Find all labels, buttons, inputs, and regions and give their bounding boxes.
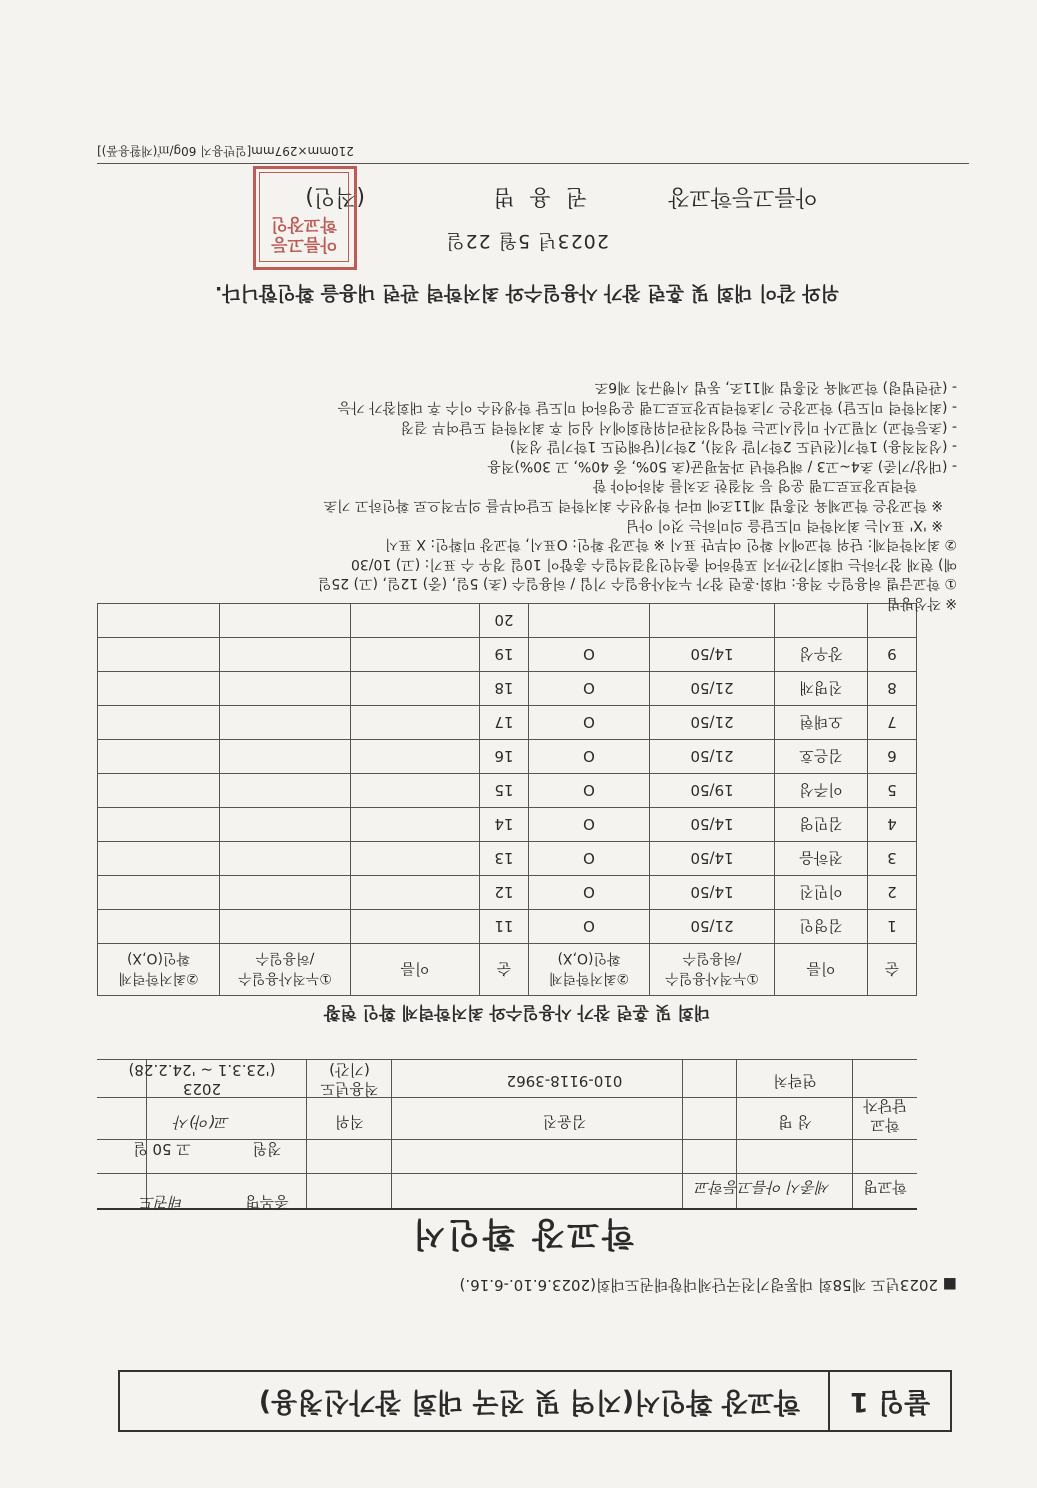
table-cell: 19 (480, 638, 529, 672)
form-title: 학교장 확인서(지역 및 전국 대회 참가신청용) (258, 1386, 800, 1417)
table-cell (220, 672, 351, 706)
signature-seal-label: (직인) (305, 184, 365, 209)
table-cell (351, 910, 480, 944)
table-cell (220, 638, 351, 672)
period-label: 적용년도 (기간) (320, 1061, 379, 1098)
table-cell: O (529, 672, 650, 706)
table-cell: 김영인 (775, 910, 868, 944)
sport-label: 종목명 (245, 1193, 289, 1211)
note-item: - (대상/기준) 초4~고3 / 해당학년 과목평균(초 50%, 중 40%, 고 30%)적용 (487, 457, 957, 474)
table-cell (220, 842, 351, 876)
table-cell: 12 (480, 876, 529, 910)
table-cell (98, 910, 220, 944)
paper-note: 210mm×297mm[일반용지 60g/㎡(재활용품)] (97, 144, 354, 158)
table-cell (351, 706, 480, 740)
table-cell: 김은호 (775, 740, 868, 774)
table-cell: O (529, 638, 650, 672)
table-cell (351, 876, 480, 910)
col-no-2: 순 (480, 944, 529, 996)
col-no: 순 (868, 944, 917, 996)
signature-name: 권 용 범 (489, 184, 587, 209)
table-cell: 4 (868, 808, 917, 842)
table-cell (220, 740, 351, 774)
person-in-charge-label: 학교 담당자 (863, 1097, 907, 1134)
table-cell: 11 (480, 910, 529, 944)
col-days-2: ①누적사용일수 /허용일수 (220, 944, 351, 996)
school-info-grid (97, 1061, 917, 1226)
col-check-2: ②최저학력제 확인(O,X) (98, 944, 220, 996)
table-cell (351, 740, 480, 774)
table-cell: 14 (480, 808, 529, 842)
table-cell: 19/50 (650, 774, 775, 808)
table-cell: 3 (868, 842, 917, 876)
notes-block (97, 377, 957, 612)
footer-rule (97, 163, 969, 164)
table-cell (98, 774, 220, 808)
status-section-title: 대회 및 훈련 참가 사용일수와 최저학력제 확인 현황 (323, 1002, 711, 1022)
table-cell (98, 638, 220, 672)
table-cell: 6 (868, 740, 917, 774)
table-cell: 21/50 (650, 740, 775, 774)
table-cell: 진명재 (775, 672, 868, 706)
note-item: 학력보장프로그램 운영 등 적절한 조치를 취하여야 함 (592, 477, 917, 494)
table-cell: 13 (480, 842, 529, 876)
table-cell: 2 (868, 876, 917, 910)
table-cell: 14/50 (650, 842, 775, 876)
table-cell (220, 910, 351, 944)
note-item: 예) 현재 참가하는 대회기간까지 포함하여 출석인정결석일수 총합이 10일 경우 수 표기: (고) 10/30 (350, 555, 957, 572)
quota-value: 고 50 일 (133, 1140, 191, 1158)
table-cell: 오태현 (775, 706, 868, 740)
table-cell: 21/50 (650, 672, 775, 706)
contact-label: 연락처 (773, 1072, 817, 1090)
confirmation-text: 위와 같이 대회 및 훈련 참가 사용일수와 최저학력 관련 내용을 확인합니다. (215, 282, 839, 304)
table-cell: 김민영 (775, 808, 868, 842)
table-cell (98, 808, 220, 842)
table-cell: 17 (480, 706, 529, 740)
position-label: 직위 (335, 1113, 364, 1131)
table-cell (220, 706, 351, 740)
sport-value: 태권도 (140, 1193, 184, 1211)
table-cell: 14/50 (650, 808, 775, 842)
official-seal (253, 166, 357, 270)
table-cell: 이주성 (775, 774, 868, 808)
table-cell: 18 (480, 672, 529, 706)
table-cell: 15 (480, 774, 529, 808)
table-cell (351, 672, 480, 706)
form-title-box (118, 1370, 952, 1432)
table-cell: O (529, 774, 650, 808)
position-value: 교(아)사 (174, 1113, 230, 1131)
table-cell: 16 (480, 740, 529, 774)
table-cell: 14/50 (650, 638, 775, 672)
table-row (98, 910, 917, 944)
table-row (98, 706, 917, 740)
table-cell: 1 (868, 910, 917, 944)
table-cell: O (529, 910, 650, 944)
signature-school: 아름고등학교장 (668, 184, 817, 209)
note-item: - (성적적용) 1학기(전년도 2학기말 성적), 2학기(당해연도 1학기말 성적) (509, 438, 957, 455)
table-row (98, 842, 917, 876)
table-cell (351, 774, 480, 808)
note-heading: ※ 작성방법 (886, 595, 957, 611)
table-cell: O (529, 706, 650, 740)
table-cell (98, 876, 220, 910)
document-title: 학교장 확인서 (410, 1215, 634, 1254)
note-item: ① 학교급별 허용일수 적용: 대회·훈련 참가 누적사용일수 기입 / 허용일수 (초) 5일, (중) 12일, (고) 25일 (317, 575, 957, 592)
school-name-label: 학교명 (863, 1178, 907, 1196)
table-row (98, 876, 917, 910)
name-label: 성 명 (778, 1113, 812, 1131)
period-value: 2023 ('23.3.1 ~ '24.2.28) (128, 1061, 276, 1098)
table-cell (220, 774, 351, 808)
table-cell (351, 808, 480, 842)
rule-line (97, 1173, 917, 1174)
event-line: ■ 2023년도 제58회 대통령기전국단체대항태권도대회(2023.6.10.-6.16.) (459, 1276, 957, 1294)
quota-label: 정원 (252, 1140, 282, 1158)
col-check: ②최저학력제 확인(O,X) (529, 944, 650, 996)
issue-date: 2023년 5월 22일 (445, 230, 609, 252)
table-cell (98, 842, 220, 876)
note-item: ② 최저학력제: 단위 학교에서 확인 여부만 표시 ※ 학교장 확인: O표시, 학교장 미확인: X 표시 (384, 536, 957, 553)
table-cell: O (529, 842, 650, 876)
seal-text: 아름고등학교장인 (271, 214, 337, 254)
table-cell: O (529, 876, 650, 910)
table-cell (220, 808, 351, 842)
table-cell (351, 638, 480, 672)
note-item: - (최저학력 미도달) 학교장은 기초학력보장프로그램 운영하여 미도달 학생선수 이수 후 대회참가 가능 (337, 399, 957, 416)
table-row (98, 740, 917, 774)
table-cell: 5 (868, 774, 917, 808)
table-cell: 14/50 (650, 876, 775, 910)
table-cell: 전하음 (775, 842, 868, 876)
name-value: 김윤진 (542, 1113, 587, 1131)
col-days: ①누적사용일수 /허용일수 (650, 944, 775, 996)
table-cell (98, 672, 220, 706)
col-name-2: 이름 (351, 944, 480, 996)
form-tag: 붙임 1 (828, 1372, 950, 1430)
note-item: - (초등학교) 지필고사 미실시교는 학업성적관리위원회에서 심의 후 최저학력 도달여부 결정 (400, 418, 957, 435)
note-item: - (관련법령) 학교체육 진흥법 제11조, 동법 시행규칙 제6조 (594, 379, 957, 396)
table-cell: 21/50 (650, 706, 775, 740)
col-name: 이름 (775, 944, 868, 996)
note-item: ※ 학교장은 학교체육 진흥법 제11조에 따라 학생선수 최저학력 도달여부를 의무적으로 확인하고 기초 (323, 497, 943, 514)
table-cell: 21/50 (650, 910, 775, 944)
note-item: ※ 'X' 표시는 최저학력 미도달을 의미하는 것이 아님 (625, 516, 943, 533)
table-row (98, 808, 917, 842)
table-cell: 9 (868, 638, 917, 672)
table-cell (220, 876, 351, 910)
table-row (98, 638, 917, 672)
table-cell: 장우성 (775, 638, 868, 672)
school-name-value: 세종시 아름고등학교 (695, 1178, 831, 1196)
table-cell: 7 (868, 706, 917, 740)
table-cell: 20 (480, 604, 529, 638)
table-cell (351, 842, 480, 876)
table-row (98, 774, 917, 808)
table-cell: 8 (868, 672, 917, 706)
contact-value: 010-9118-3962 (506, 1072, 623, 1090)
table-cell (98, 706, 220, 740)
usage-table (97, 603, 917, 996)
table-row (98, 672, 917, 706)
table-cell: O (529, 808, 650, 842)
table-cell (98, 740, 220, 774)
table-cell: O (529, 740, 650, 774)
table-cell: 이민진 (775, 876, 868, 910)
